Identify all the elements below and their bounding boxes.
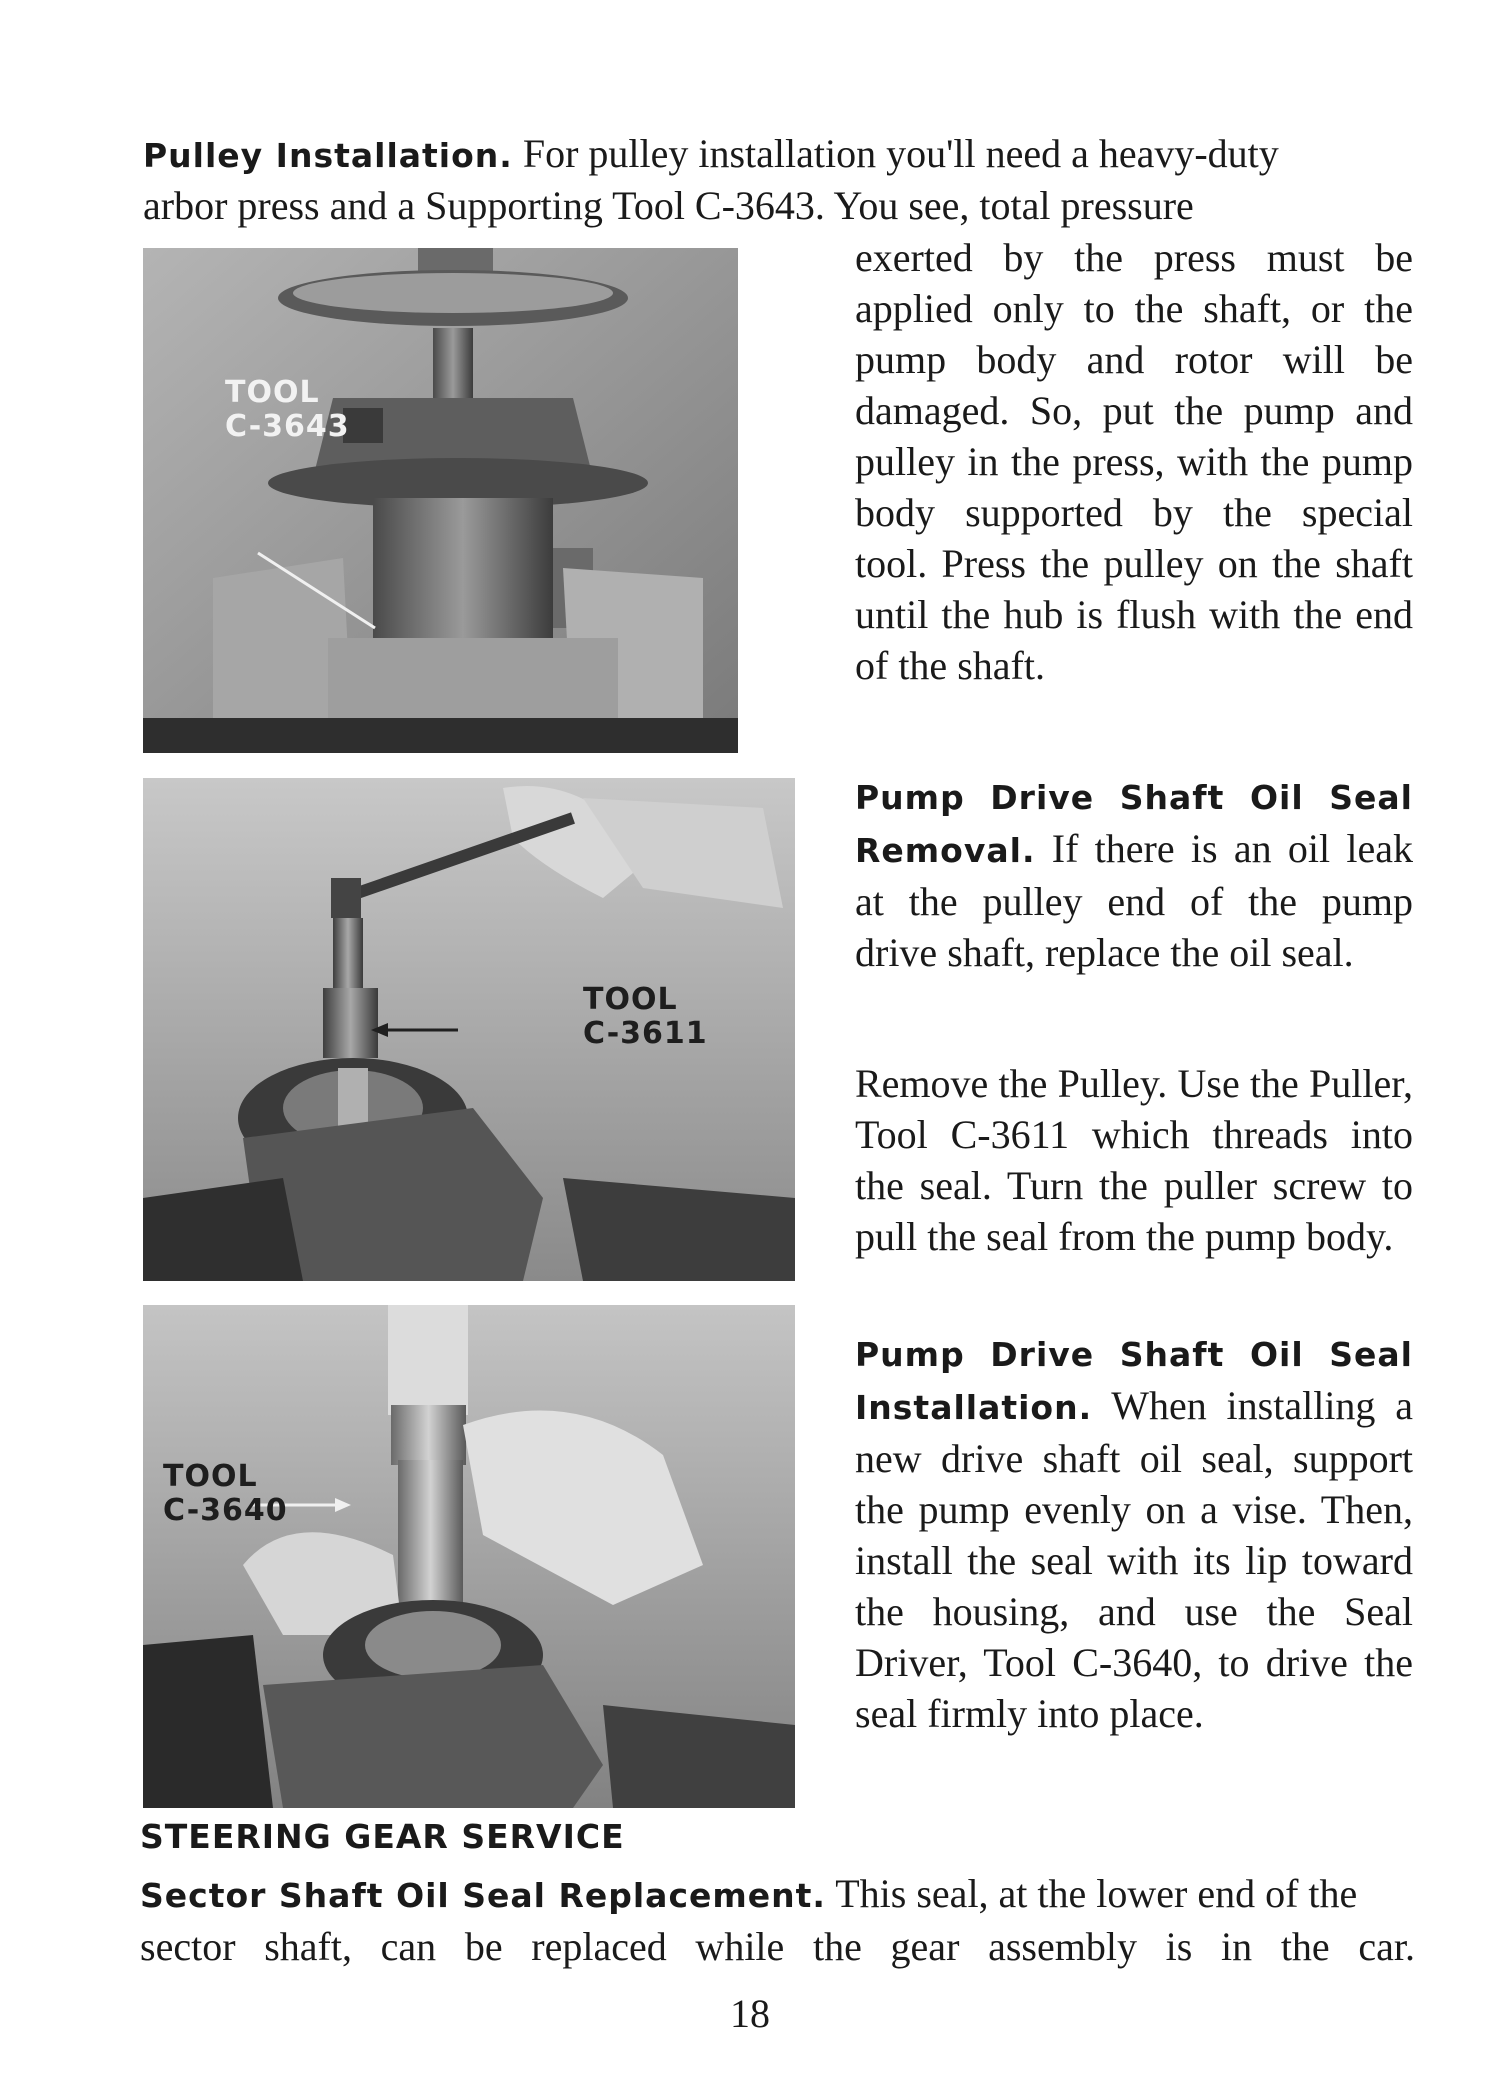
- sector-shaft-paragraph: [140, 1868, 1415, 1972]
- seal-installation-heading: Pump Drive Shaft Oil Seal Installation.: [855, 1335, 1413, 1427]
- photo-seal-removal: [143, 778, 795, 1281]
- pulley-column-text: exerted by the press must be applied only to the shaft, or the pump body and rotor will be damaged. So, put the pump and pulley in the press, with the pump body supported by the special tool. Press the pulley on the shaft until the hub is flush with the end of the shaft.: [855, 235, 1413, 688]
- pulley-line-1: [143, 128, 1413, 181]
- seal-removal-steps-text: Remove the Pulley. Use the Puller, Tool C-3611 which threads into the seal. Turn the puller screw to pull the seal from the pump body.: [855, 1061, 1413, 1259]
- section-heading-steering: STEERING GEAR SERVICE: [140, 1817, 625, 1856]
- sector-shaft-text-1: This seal, at the lower end of the: [835, 1871, 1358, 1916]
- pulley-heading: Pulley Installation.: [143, 136, 513, 175]
- seal-installation-block: [855, 1327, 1413, 1739]
- pulley-intro-text: For pulley installation you'll need a heavy-duty: [522, 131, 1279, 176]
- page-number: 18: [730, 1991, 770, 2036]
- photo-pulley-press-image: [143, 248, 738, 753]
- photo1-tool-label: TOOL C-3643: [225, 375, 350, 444]
- seal-installation-paragraph: [855, 1327, 1413, 1739]
- seal-removal-steps-block: [855, 1058, 1413, 1262]
- sector-shaft-line-1: [140, 1868, 1415, 1921]
- photo3-tool-label: TOOL C-3640: [163, 1459, 288, 1528]
- seal-installation-text: When installing a new drive shaft oil seal, support the pump evenly on a vise. Then, install the seal with its lip toward the housing, and use the Seal Driver, Tool C-3640, to drive the seal firmly into place.: [855, 1383, 1413, 1736]
- seal-removal-paragraph: [855, 770, 1413, 978]
- photo-seal-installation-image: [143, 1305, 795, 1808]
- photo-pulley-press: [143, 248, 738, 753]
- sector-shaft-line-2: sector shaft, can be replaced while the gear assembly is in the car.: [140, 1924, 1415, 1969]
- pulley-column-block: [855, 232, 1413, 691]
- photo2-tool-label: TOOL C-3611: [583, 982, 708, 1051]
- seal-removal-heading: Pump Drive Shaft Oil Seal Removal.: [855, 778, 1413, 870]
- pulley-line-2: arbor press and a Supporting Tool C-3643. You see, total pressure: [143, 183, 1194, 228]
- seal-removal-block: [855, 770, 1413, 978]
- sector-shaft-heading: Sector Shaft Oil Seal Replacement.: [140, 1876, 826, 1915]
- photo-seal-installation: [143, 1305, 795, 1808]
- seal-removal-text: If there is an oil leak at the pulley end of the pump drive shaft, replace the oil seal.: [855, 826, 1413, 975]
